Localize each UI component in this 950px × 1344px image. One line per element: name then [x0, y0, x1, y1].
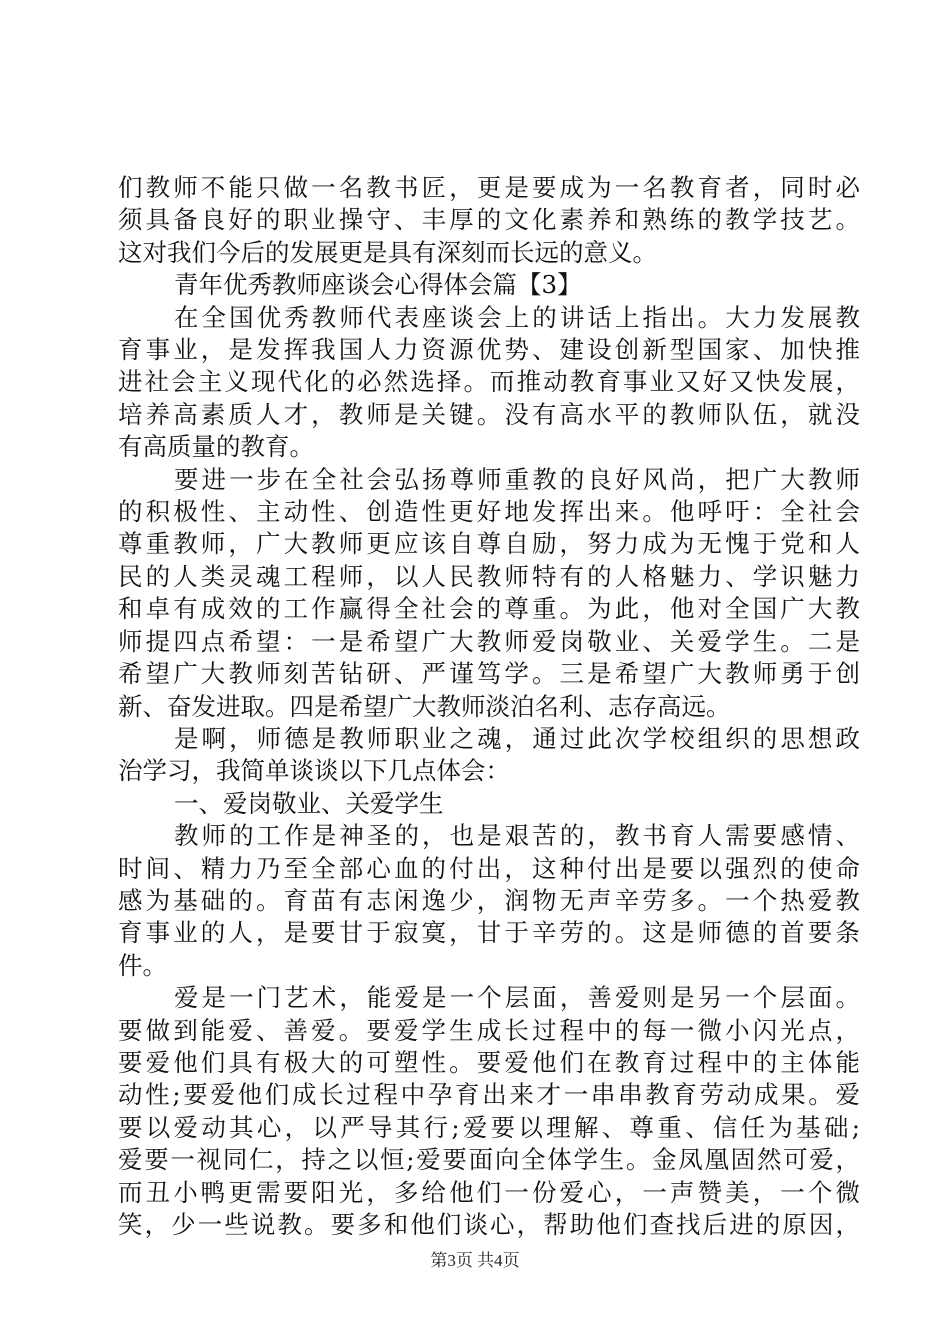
- document-body: [118, 172, 860, 1241]
- text-line: 时间、精力乃至全部心血的付出，这种付出是要以强烈的使命: [118, 853, 860, 883]
- text-line: 要做到能爱、善爱。要爱学生成长过程中的每一微小闪光点，: [118, 1015, 860, 1045]
- text-line: 们教师不能只做一名教书匠，更是要成为一名教育者，同时必: [118, 173, 860, 202]
- text-line: 动性;要爱他们成长过程中孕育出来才一串串教育劳动成果。爱: [118, 1080, 860, 1110]
- text-line: 培养高素质人才，教师是关键。没有高水平的教师队伍，就没: [118, 399, 860, 429]
- page-number: 第3页 共4页: [430, 1251, 520, 1270]
- text-line: 育事业，是发挥我国人力资源优势、建设创新型国家、加快推: [118, 335, 860, 365]
- text-line: 笑，少一些说教。要多和他们谈心，帮助他们查找后进的原因，: [118, 1210, 860, 1239]
- text-line: 这对我们今后的发展更是具有深刻而长远的意义。: [118, 237, 657, 267]
- text-line: 有高质量的教育。: [118, 432, 314, 462]
- text-line: 希望广大教师刻苦钻研、严谨笃学。三是希望广大教师勇于创: [118, 659, 860, 689]
- text-line: 师提四点希望：一是希望广大教师爱岗敬业、关爱学生。二是: [118, 626, 860, 656]
- text-line: 育事业的人，是要甘于寂寞，甘于辛劳的。这是师德的首要条: [118, 918, 860, 948]
- text-line: 在全国优秀教师代表座谈会上的讲话上指出。大力发展教: [174, 302, 860, 332]
- text-line: 要进一步在全社会弘扬尊师重教的良好风尚，把广大教师: [174, 464, 860, 494]
- text-line: 尊重教师，广大教师更应该自尊自励，努力成为无愧于党和人: [118, 529, 860, 559]
- page-footer: [0, 1246, 950, 1271]
- text-line: 感为基础的。育苗有志闲逸少，润物无声辛劳多。一个热爱教: [118, 885, 860, 915]
- text-line: 进社会主义现代化的必然选择。而推动教育事业又好又快发展，: [118, 367, 860, 397]
- text-line: 民的人类灵魂工程师，以人民教师特有的人格魅力、学识魅力: [118, 561, 860, 591]
- text-line: 治学习，我简单谈谈以下几点体会：: [118, 756, 510, 786]
- text-line: 件。: [118, 950, 167, 980]
- text-line: 的积极性、主动性、创造性更好地发挥出来。他呼吁：全社会: [118, 497, 860, 527]
- text-line: 和卓有成效的工作赢得全社会的尊重。为此，他对全国广大教: [118, 594, 860, 624]
- text-line: 青年优秀教师座谈会心得体会篇【3】: [174, 270, 582, 300]
- text-line: 一、爱岗敬业、关爱学生: [174, 788, 444, 818]
- text-line: 爱要一视同仁，持之以恒;爱要面向全体学生。金凤凰固然可爱，: [118, 1145, 860, 1175]
- text-line: 要爱他们具有极大的可塑性。要爱他们在教育过程中的主体能: [118, 1047, 860, 1077]
- text-line: 而丑小鸭更需要阳光，多给他们一份爱心，一声赞美，一个微: [118, 1177, 860, 1207]
- text-line: 须具备良好的职业操守、丰厚的文化素养和熟练的教学技艺。: [118, 205, 860, 235]
- text-line: 新、奋发进取。四是希望广大教师淡泊名利、志存高远。: [118, 691, 731, 721]
- text-line: 要以爱动其心，以严导其行;爱要以理解、尊重、信任为基础;: [118, 1112, 860, 1142]
- text-line: 爱是一门艺术，能爱是一个层面，善爱则是另一个层面。: [174, 983, 860, 1013]
- text-line: 教师的工作是神圣的，也是艰苦的，教书育人需要感情、: [174, 821, 860, 851]
- text-line: 是啊，师德是教师职业之魂，通过此次学校组织的思想政: [174, 723, 860, 753]
